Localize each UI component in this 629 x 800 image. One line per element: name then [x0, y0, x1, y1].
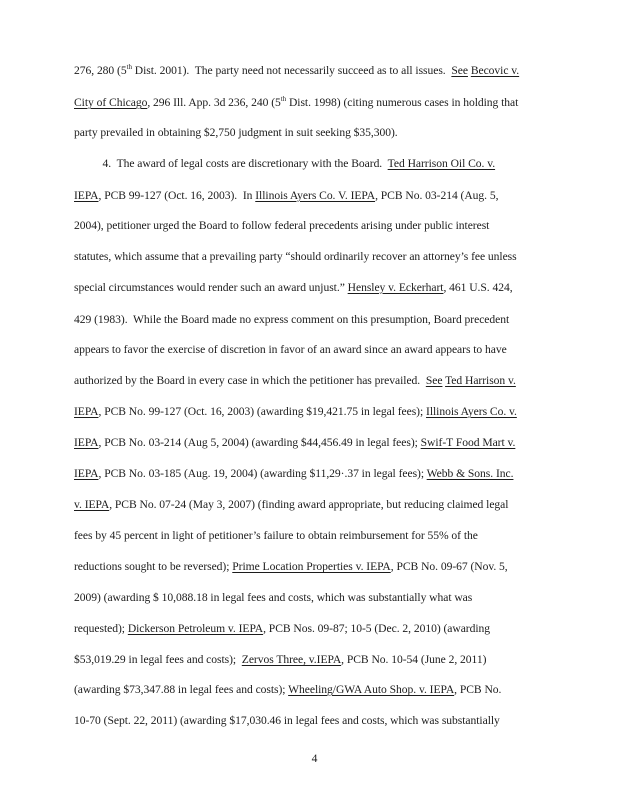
case-citation: Zervos Three, v.IEPA: [241, 653, 342, 666]
case-citation: See: [425, 374, 443, 387]
case-citation: Wheeling/GWA Auto Shop. v. IEPA: [288, 683, 455, 696]
text-segment: , PCB Nos. 09-87; 10-5 (Dec. 2, 2010) (awarding: [263, 622, 491, 635]
case-citation: Ted Harrison Oil Co. v.: [387, 157, 496, 170]
case-citation: IEPA: [74, 467, 99, 480]
text-line: [74, 683, 501, 696]
page-number: 4: [311, 752, 318, 765]
text-line: [74, 529, 478, 542]
text-segment: , 296 Ill. App. 3d 236, 240 (5: [147, 96, 281, 109]
text-segment: authorized by the Board in every case in which the petitioner has prevailed.: [74, 374, 426, 387]
case-citation: Becovic v.: [470, 64, 520, 77]
text-segment: fees by 45 percent in light of petitioner’s failure to obtain reimbursement for 55% of the: [74, 529, 478, 542]
text-segment: th: [126, 63, 132, 72]
text-segment: , PCB No. 09-67 (Nov. 5,: [390, 560, 508, 573]
text-line: [74, 157, 495, 170]
text-segment: , PCB No. 99-127 (Oct. 16, 2003) (awarding $19,421.75 in legal fees);: [98, 405, 427, 418]
case-citation: Webb & Sons. Inc.: [426, 467, 514, 480]
case-citation: City of Chicago: [74, 96, 148, 109]
text-segment: party prevailed in obtaining $2,750 judgment in suit seeking $35,300).: [74, 126, 398, 139]
text-segment: 276, 280 (5: [74, 64, 127, 77]
text-line: [74, 64, 519, 77]
text-segment: 4. The award of legal costs are discretionary with the Board.: [74, 157, 388, 170]
text-segment: Dist. 1998) (citing numerous cases in holding that: [286, 96, 519, 109]
text-segment: reductions sought to be reversed);: [74, 560, 233, 573]
text-segment: 10-70 (Sept. 22, 2011) (awarding $17,030.46 in legal fees and costs, which was substantially: [74, 714, 500, 727]
text-segment: statutes, which assume that a prevailing party “should ordinarily recover an attorney’s fee unless: [74, 250, 517, 263]
text-segment: , PCB No. 03-185 (Aug. 19, 2004) (awarding $11,29·.37 in legal fees);: [98, 467, 427, 480]
case-citation: IEPA: [74, 189, 99, 202]
text-line: [74, 653, 486, 666]
text-line: [74, 622, 490, 635]
case-citation: Illinois Ayers Co. V. IEPA: [255, 189, 376, 202]
case-citation: See: [451, 64, 468, 77]
text-segment: , PCB 99-127 (Oct. 16, 2003). In: [98, 189, 256, 202]
text-segment: th: [280, 95, 287, 104]
case-citation: Dickerson Petroleum v. IEPA: [127, 622, 264, 635]
case-citation: Prime Location Properties v. IEPA: [232, 560, 391, 573]
case-citation: v. IEPA: [74, 498, 110, 511]
text-segment: Dist. 2001). The party need not necessarily succeed as to all issues.: [131, 64, 452, 77]
case-citation: Ted Harrison v.: [445, 374, 516, 387]
text-segment: , PCB No. 07-24 (May 3, 2007) (finding award appropriate, but reducing claimed legal: [109, 498, 509, 511]
text-line: [74, 560, 508, 573]
text-line: [74, 467, 513, 480]
text-line: [74, 126, 398, 139]
text-segment: 2009) (awarding $ 10,088.18 in legal fees and costs, which was substantially what was: [74, 591, 473, 604]
text-segment: (awarding $73,347.88 in legal fees and costs);: [74, 683, 289, 696]
text-segment: $53,019.29 in legal fees and costs);: [74, 653, 242, 666]
text-segment: appears to favor the exercise of discretion in favor of an award since an award appears to have: [74, 343, 507, 356]
case-citation: IEPA: [74, 436, 99, 449]
text-segment: , 461 U.S. 424,: [443, 281, 513, 294]
case-citation: Hensley v. Eckerhart: [347, 281, 444, 294]
text-segment: , PCB No.: [454, 683, 502, 696]
case-citation: Swif-T Food Mart v.: [420, 436, 516, 449]
text-line: [74, 374, 516, 387]
text-segment: special circumstances would render such an award unjust.”: [74, 281, 348, 294]
text-line: [74, 96, 518, 109]
text-segment: 2004), petitioner urged the Board to follow federal precedents arising under public interest: [74, 219, 490, 232]
text-line: [74, 436, 515, 449]
text-line: [74, 250, 517, 263]
text-line: [74, 714, 500, 727]
text-line: [74, 591, 472, 604]
text-line: [74, 189, 498, 202]
text-segment: , PCB No. 03-214 (Aug 5, 2004) (awarding $44,456.49 in legal fees);: [98, 436, 421, 449]
case-citation: Illinois Ayers Co. v.: [426, 405, 517, 418]
case-citation: IEPA: [74, 405, 99, 418]
text-line: [74, 343, 507, 356]
text-line: [74, 405, 517, 418]
text-segment: , PCB No. 10-54 (June 2, 2011): [341, 653, 487, 666]
text-line: [74, 281, 513, 294]
text-line: [74, 219, 489, 232]
text-segment: 429 (1983). While the Board made no express comment on this presumption, Board precedent: [74, 313, 510, 326]
text-segment: requested);: [74, 622, 128, 635]
text-line: [74, 313, 509, 326]
text-segment: , PCB No. 03-214 (Aug. 5,: [375, 189, 499, 202]
text-line: [74, 498, 508, 511]
